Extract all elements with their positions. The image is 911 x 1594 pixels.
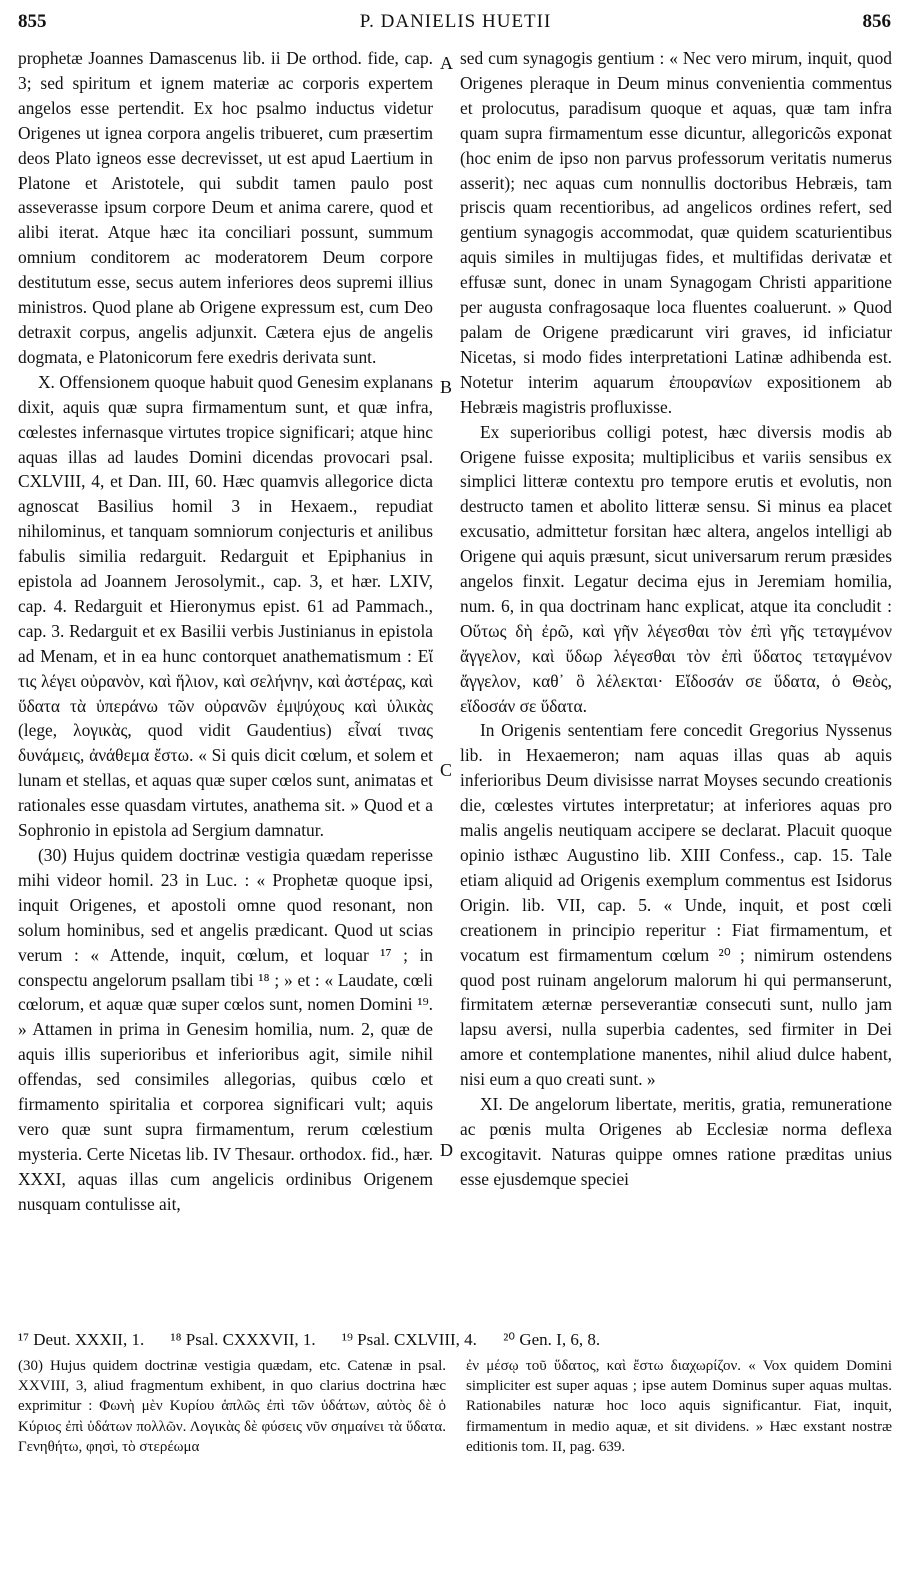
margin-letter-c: C bbox=[440, 760, 453, 780]
paragraph-right-3: In Origenis sententiam fere concedit Gregorius Nyssenus lib. in Hexaemeron; nam aquas illas quas ab aquis inferioribus Deum divisisse narrat Moyses secundo creationis die, cœlestes virtutes interpretatur; at inferiores aquas pro malis angelis neutiquam accipere se declarat. Placuit quoque opinio isthæc Augustino lib. XIII Confess., cap. 15. Tale etiam aliquid ad Origenis exemplum commentus est Isidorus Origin. lib. VII, cap. 5. « Unde, inquit, et post cœli creationem in principio reperitur : Fiat firmamentum, et vocatum est firmamentum cœlum ²⁰ ; nimirum ostendens quod post ruinam angelorum malorum hi qui permanserunt, firmitatem æternæ perseverantiæ consecuti sunt, nullo jam lapsu aversi, nulla superbia cadentes, sed firmiter in Dei amore et contemplatione manentes, nihil aliud dulce habent, nisi eum a quo creati sunt. » bbox=[460, 720, 892, 1090]
footnote-17: ¹⁷ Deut. XXXII, 1. bbox=[18, 1330, 145, 1349]
margin-letter-a: A bbox=[440, 53, 453, 73]
editor-note-right bbox=[466, 1356, 892, 1457]
page-number-left: 855 bbox=[18, 11, 47, 32]
paragraph-left-2: X. Offensionem quoque habuit quod Genesim explanans dixit, aquis quæ supra firmamentum sunt, et quæ infra, cœlestes infernasque virtutes tropice significari; atque hinc aquas illas ad laudes Domini dicendas provocari psal. CXLVIII, 4, et Dan. III, 60. Hæc quamvis allegorice dicta agnoscat Basilius homil 3 in Hexaem., repudiat nihilominus, et tanquam somniorum conjecturis et anilibus fabulis similia redarguit. Redarguit et Epiphanius in epistola ad Joannem Jerosolymit., cap. 3, et hær. LXIV, cap. 4. Redarguit et Hieronymus epist. 61 ad Pammach., cap. 3. Redarguit et ex Basilii verbis Justinianus in epistola ad Menam, et in ea hunc contorquet anathematismum : Εἴ τις λέγει οὐρανὸν, καὶ ἥλιον, καὶ σελήνην, καὶ ἀστέρας, καὶ ὕδατα τὰ ὑπεράνω τῶν οὐρανῶν ἐμψύχους καὶ ὑλικὰς (lege, λογικὰς, quod vidit Gaudentius) εἶναί τινας δυνάμεις, ἀνάθεμα ἔστω. « Si quis dicit cœlum, et solem et lunam et stellas, et aquas quæ super cœlos sunt, animatas et rationales esse quasdam virtutes, anathema sit. » Quod et a Sophronio in epistola ad Sergium damnatur. bbox=[18, 371, 433, 841]
footnote-references bbox=[18, 1330, 893, 1350]
left-text-column bbox=[18, 46, 433, 1217]
paragraph-right-2: Ex superioribus colligi potest, hæc diversis modis ab Origene fuisse exposita; multiplicibus et variis sensibus ex simplici litteræ contextu pro tempore erutis et evolutis, non destructo tamen et abolito litteræ sensu. Si minus ea placet excusatio, admittetur forsitan hæc altera, angelos intelligi ab Origene qui aquis præsunt, sicut universarum rerum præsides angelos finxit. Legatur decima ejus in Jeremiam homilia, num. 6, in qua doctrinam hanc explicat, atque ita concludit : Οὕτως δὴ ἐρῶ, καὶ γῆν λέγεσθαι τὸν ἐπὶ γῆς τεταγμένον ἄγγελον, καὶ ὕδωρ λέγεσθαι τὸν ἐπὶ ὕδατος τεταγμένον ἄγγελον, καθ᾽ ὃ λέλεκται· Εἴδοσάν σε ὕδατα, ὁ Θεὸς, εἴδοσάν σε ὕδατα. bbox=[460, 421, 892, 716]
note-left-text: (30) Hujus quidem doctrinæ vestigia quædam, etc. Catenæ in psal. XXVIII, 3, aliud fragmentum exhibent, in quo clarius doctrina hæc exprimitur : Φωνὴ μὲν Κυρίου ἁπλῶς ἐπὶ τῶν ὑδάτων, αὐτὸς δὲ ὁ Κύριος ἐπὶ ὑδάτων πολλῶν. Λογικὰς δὲ φύσεις νῦν σημαίνει τὰ ὕδατα. Γενηθήτω, φησὶ, τὸ στερέωμα bbox=[18, 1358, 446, 1455]
footnote-19: ¹⁹ Psal. CXLVIII, 4. bbox=[341, 1330, 477, 1349]
paragraph-right-1: sed cum synagogis gentium : « Nec vero mirum, inquit, quod Origenes pleraque in Deum minus convenientia commentus et prolocutus, paradisum quoque et aquas, quæ tam infra quam supra firmamentum esse dicuntur, allegoricῶs exponat (hoc enim de ipso non parvus professorum veritatis numerus asserit); nec aquas cum nonnullis doctoribus Hebræis, tam priscis quam recentioribus, ad angelicos ordines refert, sed gentium synagogis accommodat, quæ quidem scaturientibus aquis similes in multijugas fides, et multifidas derivatæ et effusæ sunt, donec in unam Synagogam Christi apparitione per augusta confragosaque loca fluentes coaluerunt. » Quod palam de Origene prædicarunt viri graves, id inficiatur Nicetas, si modo fides interpretationi Latinæ adhibenda est. Notetur interim aquarum ἐπουρανίων expositionem ab Hebræis magistris profluxisse. bbox=[460, 48, 892, 417]
note-right-text: ἐν μέσῳ τοῦ ὕδατος, καὶ ἔστω διαχωρίζον. « Vox quidem Domini simpliciter est super aquas ; ipse autem Dominus super aquas multas. Rationabiles naturæ hoc loco aquis significantur. Fiat, inquit, firmamentum in medio aquæ, et sit dividens. » Hæc exstant nostræ editionis tom. II, pag. 639. bbox=[466, 1358, 892, 1455]
running-title: P. DANIELIS HUETII bbox=[359, 11, 552, 32]
paragraph-right-4: XI. De angelorum libertate, meritis, gratia, remuneratione ac pœnis multa Origenes ab Ecclesiæ norma deflexa excogitavit. Naturas quippe omnes ratione præditas unius esse ejusdemque speciei bbox=[460, 1094, 892, 1189]
paragraph-left-1: prophetæ Joannes Damascenus lib. ii De orthod. fide, cap. 3; sed spiritum et ignem materiæ ac corporis expertem angelos esse pertendit. Ex hoc psalmo inductus videtur Origenes ut ignea corpora angelis tribueret, cum præsertim deos Plato igneos esse decrevisset, ut est apud Laertium in Platone et Aristotele, qui subdit tamen paulo post asseverasse ipsum corpore Deum et anima carere, quod et alibi iterat. Atque hæc ita conciliari possunt, summum omnium conditorem ac moderatorem Deum corpore destitutum esse, secus autem inferiores deos supremi illius ministros. Quod plane ab Origene expressum est, cum Deo detraxit corpus, angelis adjunxit. Cætera ejus de angelis dogmata, e Platonicorum fere exedris derivata sunt. bbox=[18, 48, 433, 367]
right-text-column bbox=[460, 46, 892, 1192]
footnote-18: ¹⁸ Psal. CXXXVII, 1. bbox=[170, 1330, 316, 1349]
page-number-right: 856 bbox=[862, 11, 891, 32]
editor-note-left bbox=[18, 1356, 446, 1457]
paragraph-left-3: (30) Hujus quidem doctrinæ vestigia quædam reperisse mihi videor homil. 23 in Luc. : « Prophetæ quoque ipsi, inquit Origenes, et apostoli omne quod resonant, non solum hominibus, sed et angelis prædicant. Quod ut scias verum : « Attende, inquit, cœlum, et loquar ¹⁷ ; in conspectu angelorum psallam tibi ¹⁸ ; » et : « Laudate, cœli cœlorum, et aquæ quæ super cœlos sunt, nomen Domini ¹⁹. » Attamen in prima in Genesim homilia, num. 2, quæ de aquis illis superioribus et inferioribus agit, simile nihil offendas, sed consimiles allegorias, quibus cœlo et firmamento spiritalia et corporea significari vult; aquis vero quæ sunt supra firmamentum, rerum cœlestium mysteria. Certe Nicetas lib. IV Thesaur. orthodox. fid., hær. XXXI, aquas illas cum angelicis ordinibus Origenem nusquam contulisse ait, bbox=[18, 845, 433, 1214]
margin-letter-d: D bbox=[440, 1140, 453, 1160]
footnote-20: ²⁰ Gen. I, 6, 8. bbox=[503, 1330, 601, 1349]
margin-letter-b: B bbox=[440, 377, 453, 397]
